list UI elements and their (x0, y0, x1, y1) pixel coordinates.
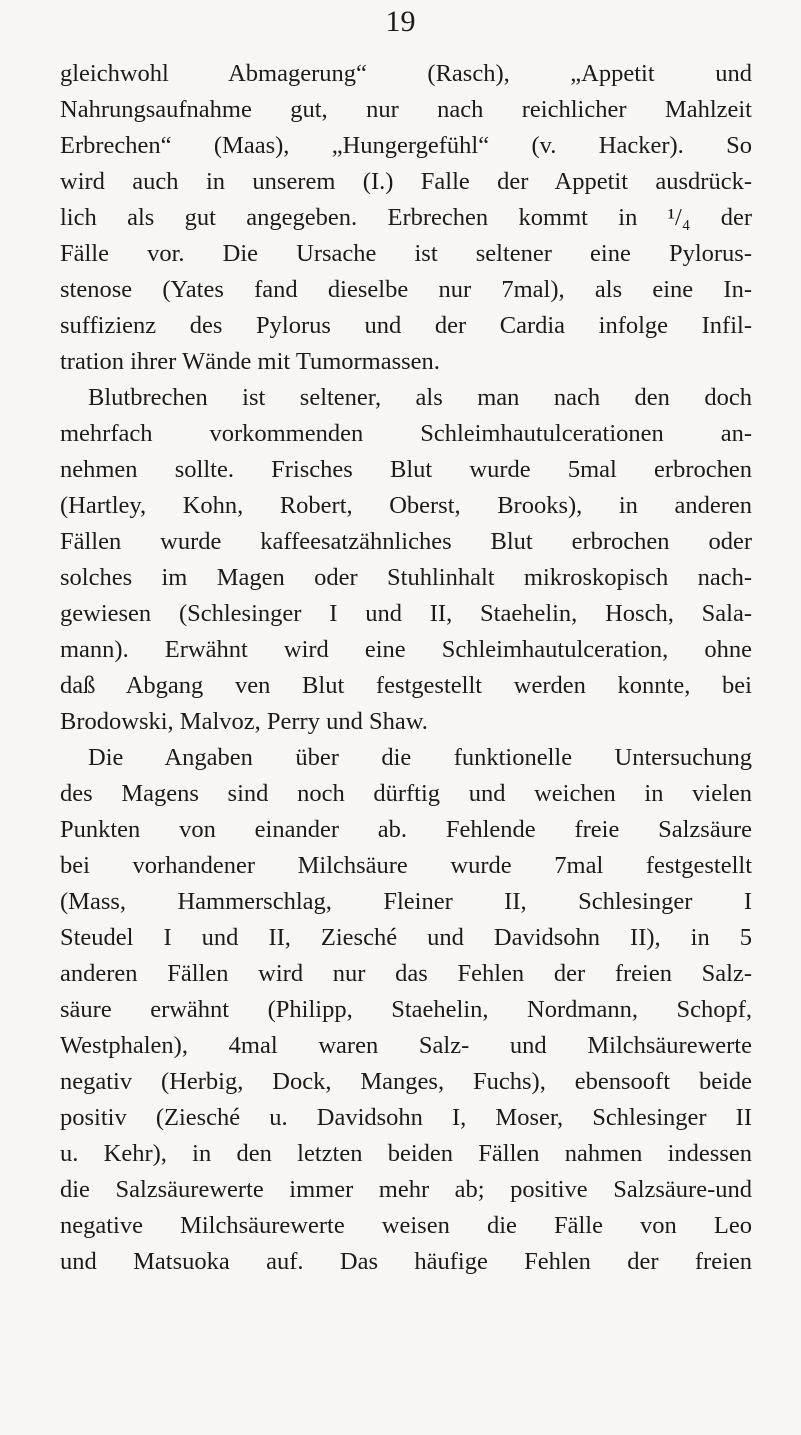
text-line: und Matsuoka auf. Das häufige Fehlen der freien (60, 1248, 752, 1275)
text-line: lich als gut angegeben. Erbrechen kommt in ¹/₄ der (60, 204, 752, 231)
text-line: u. Kehr), in den letzten beiden Fällen nahmen indessen (60, 1140, 752, 1167)
text-line: Die Angaben über die funktionelle Untersuchung (88, 744, 752, 771)
text-line: tration ihrer Wände mit Tumormassen. (60, 348, 440, 375)
text-line: bei vorhandener Milchsäure wurde 7mal festgestellt (60, 852, 752, 879)
text-line: mann). Erwähnt wird eine Schleimhautulceration, ohne (60, 636, 752, 663)
paragraph-3 (60, 740, 752, 1280)
text-line: des Magens sind noch dürftig und weichen in vielen (60, 780, 752, 807)
text-line: anderen Fällen wird nur das Fehlen der freien Salz- (60, 960, 752, 987)
paragraph-1 (60, 56, 752, 380)
text-line: mehrfach vorkommenden Schleimhautulcerationen an- (60, 420, 752, 447)
text-line: säure erwähnt (Philipp, Staehelin, Nordmann, Schopf, (60, 996, 752, 1023)
text-line: gewiesen (Schlesinger I und II, Staehelin, Hosch, Sala- (60, 600, 752, 627)
text-line: daß Abgang ven Blut festgestellt werden konnte, bei (60, 672, 752, 699)
text-line: die Salzsäurewerte immer mehr ab; positive Salzsäure-und (60, 1176, 752, 1203)
page-number: 19 (385, 5, 416, 38)
text-line: Fälle vor. Die Ursache ist seltener eine Pylorus- (60, 240, 752, 267)
text-line: Blutbrechen ist seltener, als man nach den doch (88, 384, 752, 411)
text-line: negative Milchsäurewerte weisen die Fälle von Leo (60, 1212, 752, 1239)
text-line: solches im Magen oder Stuhlinhalt mikroskopisch nach- (60, 564, 752, 591)
text-line: Steudel I und II, Ziesché und Davidsohn II), in 5 (60, 924, 752, 951)
paragraph-2 (60, 380, 752, 740)
body-text (60, 56, 752, 1280)
text-line: Fällen wurde kaffeesatzähnliches Blut erbrochen oder (60, 528, 752, 555)
text-line: negativ (Herbig, Dock, Manges, Fuchs), ebensooft beide (60, 1068, 752, 1095)
text-line: gleichwohl Abmagerung“ (Rasch), „Appetit und (60, 60, 752, 87)
text-line: nehmen sollte. Frisches Blut wurde 5mal erbrochen (60, 456, 752, 483)
text-line: wird auch in unserem (I.) Falle der Appetit ausdrück- (60, 168, 752, 195)
text-line: Nahrungsaufnahme gut, nur nach reichlicher Mahlzeit (60, 96, 752, 123)
text-line: Erbrechen“ (Maas), „Hungergefühl“ (v. Hacker). So (60, 132, 752, 159)
text-line: (Hartley, Kohn, Robert, Oberst, Brooks), in anderen (60, 492, 752, 519)
text-line: (Mass, Hammerschlag, Fleiner II, Schlesinger I (60, 888, 752, 915)
text-line: Punkten von einander ab. Fehlende freie Salzsäure (60, 816, 752, 843)
text-line: Brodowski, Malvoz, Perry und Shaw. (60, 708, 428, 735)
text-line: suffizienz des Pylorus und der Cardia infolge Infil- (60, 312, 752, 339)
text-line: stenose (Yates fand dieselbe nur 7mal), als eine In- (60, 276, 752, 303)
text-line: Westphalen), 4mal waren Salz- und Milchsäurewerte (60, 1032, 752, 1059)
text-line: positiv (Ziesché u. Davidsohn I, Moser, Schlesinger II (60, 1104, 752, 1131)
